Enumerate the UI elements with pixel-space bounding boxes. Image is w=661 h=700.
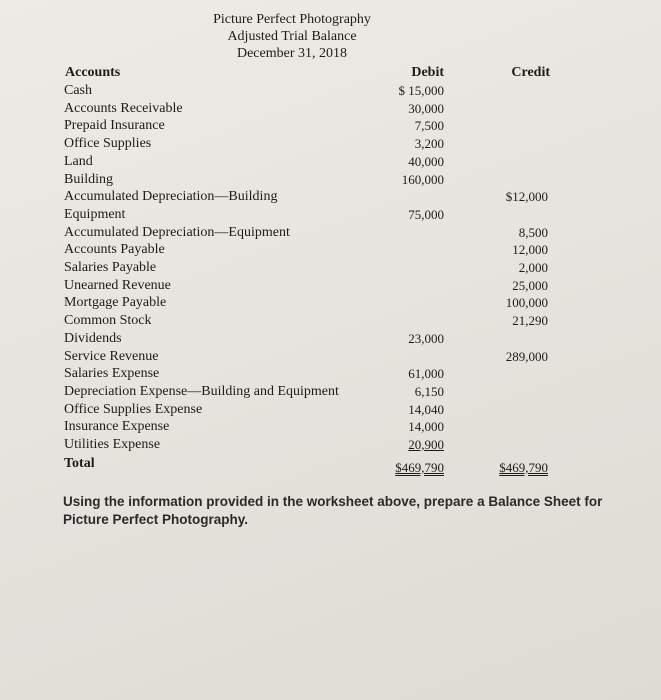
credit-amount: 289,000 (505, 348, 548, 364)
account-name: Accounts Receivable (64, 100, 183, 116)
table-row (0, 259, 661, 277)
account-name: Dividends (64, 330, 122, 346)
account-name: Common Stock (64, 313, 152, 329)
debit-amount: 160,000 (401, 171, 444, 187)
account-name: Prepaid Insurance (64, 118, 165, 134)
table-row (0, 82, 661, 100)
debit-amount: 14,000 (408, 419, 444, 435)
table-row (0, 277, 661, 295)
credit-amount: 21,290 (512, 313, 548, 329)
total-credit: $469,790 (499, 460, 548, 475)
debit-amount: $ 15,000 (398, 83, 444, 98)
table-row (0, 401, 661, 419)
total-row (0, 455, 661, 473)
debit-amount: 20,900 (408, 437, 444, 452)
credit-column-header: Credit (511, 65, 550, 80)
instruction-text: Using the information provided in the worksheet above, prepare a Balance Sheet for Picture Perfect Photography. (63, 494, 603, 527)
table-row (0, 241, 661, 259)
table-row (0, 294, 661, 312)
total-label: Total (64, 456, 95, 471)
table-row (0, 418, 661, 436)
account-name: Equipment (64, 206, 126, 222)
table-row (0, 224, 661, 242)
table-row (0, 100, 661, 118)
debit-amount: 7,500 (414, 118, 444, 134)
table-row (0, 117, 661, 135)
debit-amount: 40,000 (408, 153, 444, 169)
credit-amount: 2,000 (518, 260, 548, 275)
report-title: Adjusted Trial Balance (227, 29, 357, 44)
credit-amount: $12,000 (505, 189, 548, 205)
total-debit: $469,790 (395, 460, 444, 475)
table-row (0, 330, 661, 348)
account-name: Building (64, 171, 114, 187)
table-row (0, 312, 661, 330)
table-row (0, 206, 661, 224)
account-name: Accounts Payable (64, 242, 165, 258)
account-name: Salaries Expense (64, 366, 160, 382)
credit-amount: 25,000 (512, 277, 548, 293)
debit-amount: 6,150 (414, 383, 444, 399)
table-row (0, 153, 661, 171)
accounts-column-header: Accounts (65, 65, 121, 80)
account-name: Accumulated Depreciation—Equipment (64, 224, 290, 240)
account-name: Salaries Payable (64, 260, 157, 275)
company-name: Picture Perfect Photography (213, 12, 371, 27)
account-name: Unearned Revenue (64, 277, 171, 293)
account-name: Service Revenue (64, 348, 159, 364)
debit-column-header: Debit (411, 65, 444, 80)
credit-amount: 100,000 (505, 295, 548, 311)
debit-amount: 3,200 (414, 136, 444, 152)
table-row (0, 383, 661, 401)
debit-amount: 30,000 (408, 100, 444, 116)
table-row (0, 348, 661, 366)
account-name: Office Supplies (64, 136, 152, 152)
table-row (0, 171, 661, 189)
table-row (0, 188, 661, 206)
table-row (0, 436, 661, 454)
account-name: Cash (64, 83, 92, 98)
debit-amount: 14,040 (408, 401, 444, 417)
account-name: Office Supplies Expense (64, 401, 203, 417)
report-date: December 31, 2018 (236, 46, 348, 61)
table-row (0, 365, 661, 383)
credit-amount: 8,500 (518, 224, 548, 240)
debit-amount: 75,000 (408, 206, 444, 222)
account-name: Land (64, 153, 93, 169)
account-name: Mortgage Payable (64, 295, 167, 311)
table-row (0, 135, 661, 153)
credit-amount: 12,000 (512, 242, 548, 258)
account-name: Utilities Expense (64, 437, 161, 452)
debit-amount: 61,000 (408, 366, 444, 382)
account-name: Insurance Expense (64, 419, 170, 435)
account-name: Depreciation Expense—Building and Equipment (64, 383, 339, 399)
account-name: Accumulated Depreciation—Building (64, 189, 278, 205)
debit-amount: 23,000 (408, 330, 444, 346)
